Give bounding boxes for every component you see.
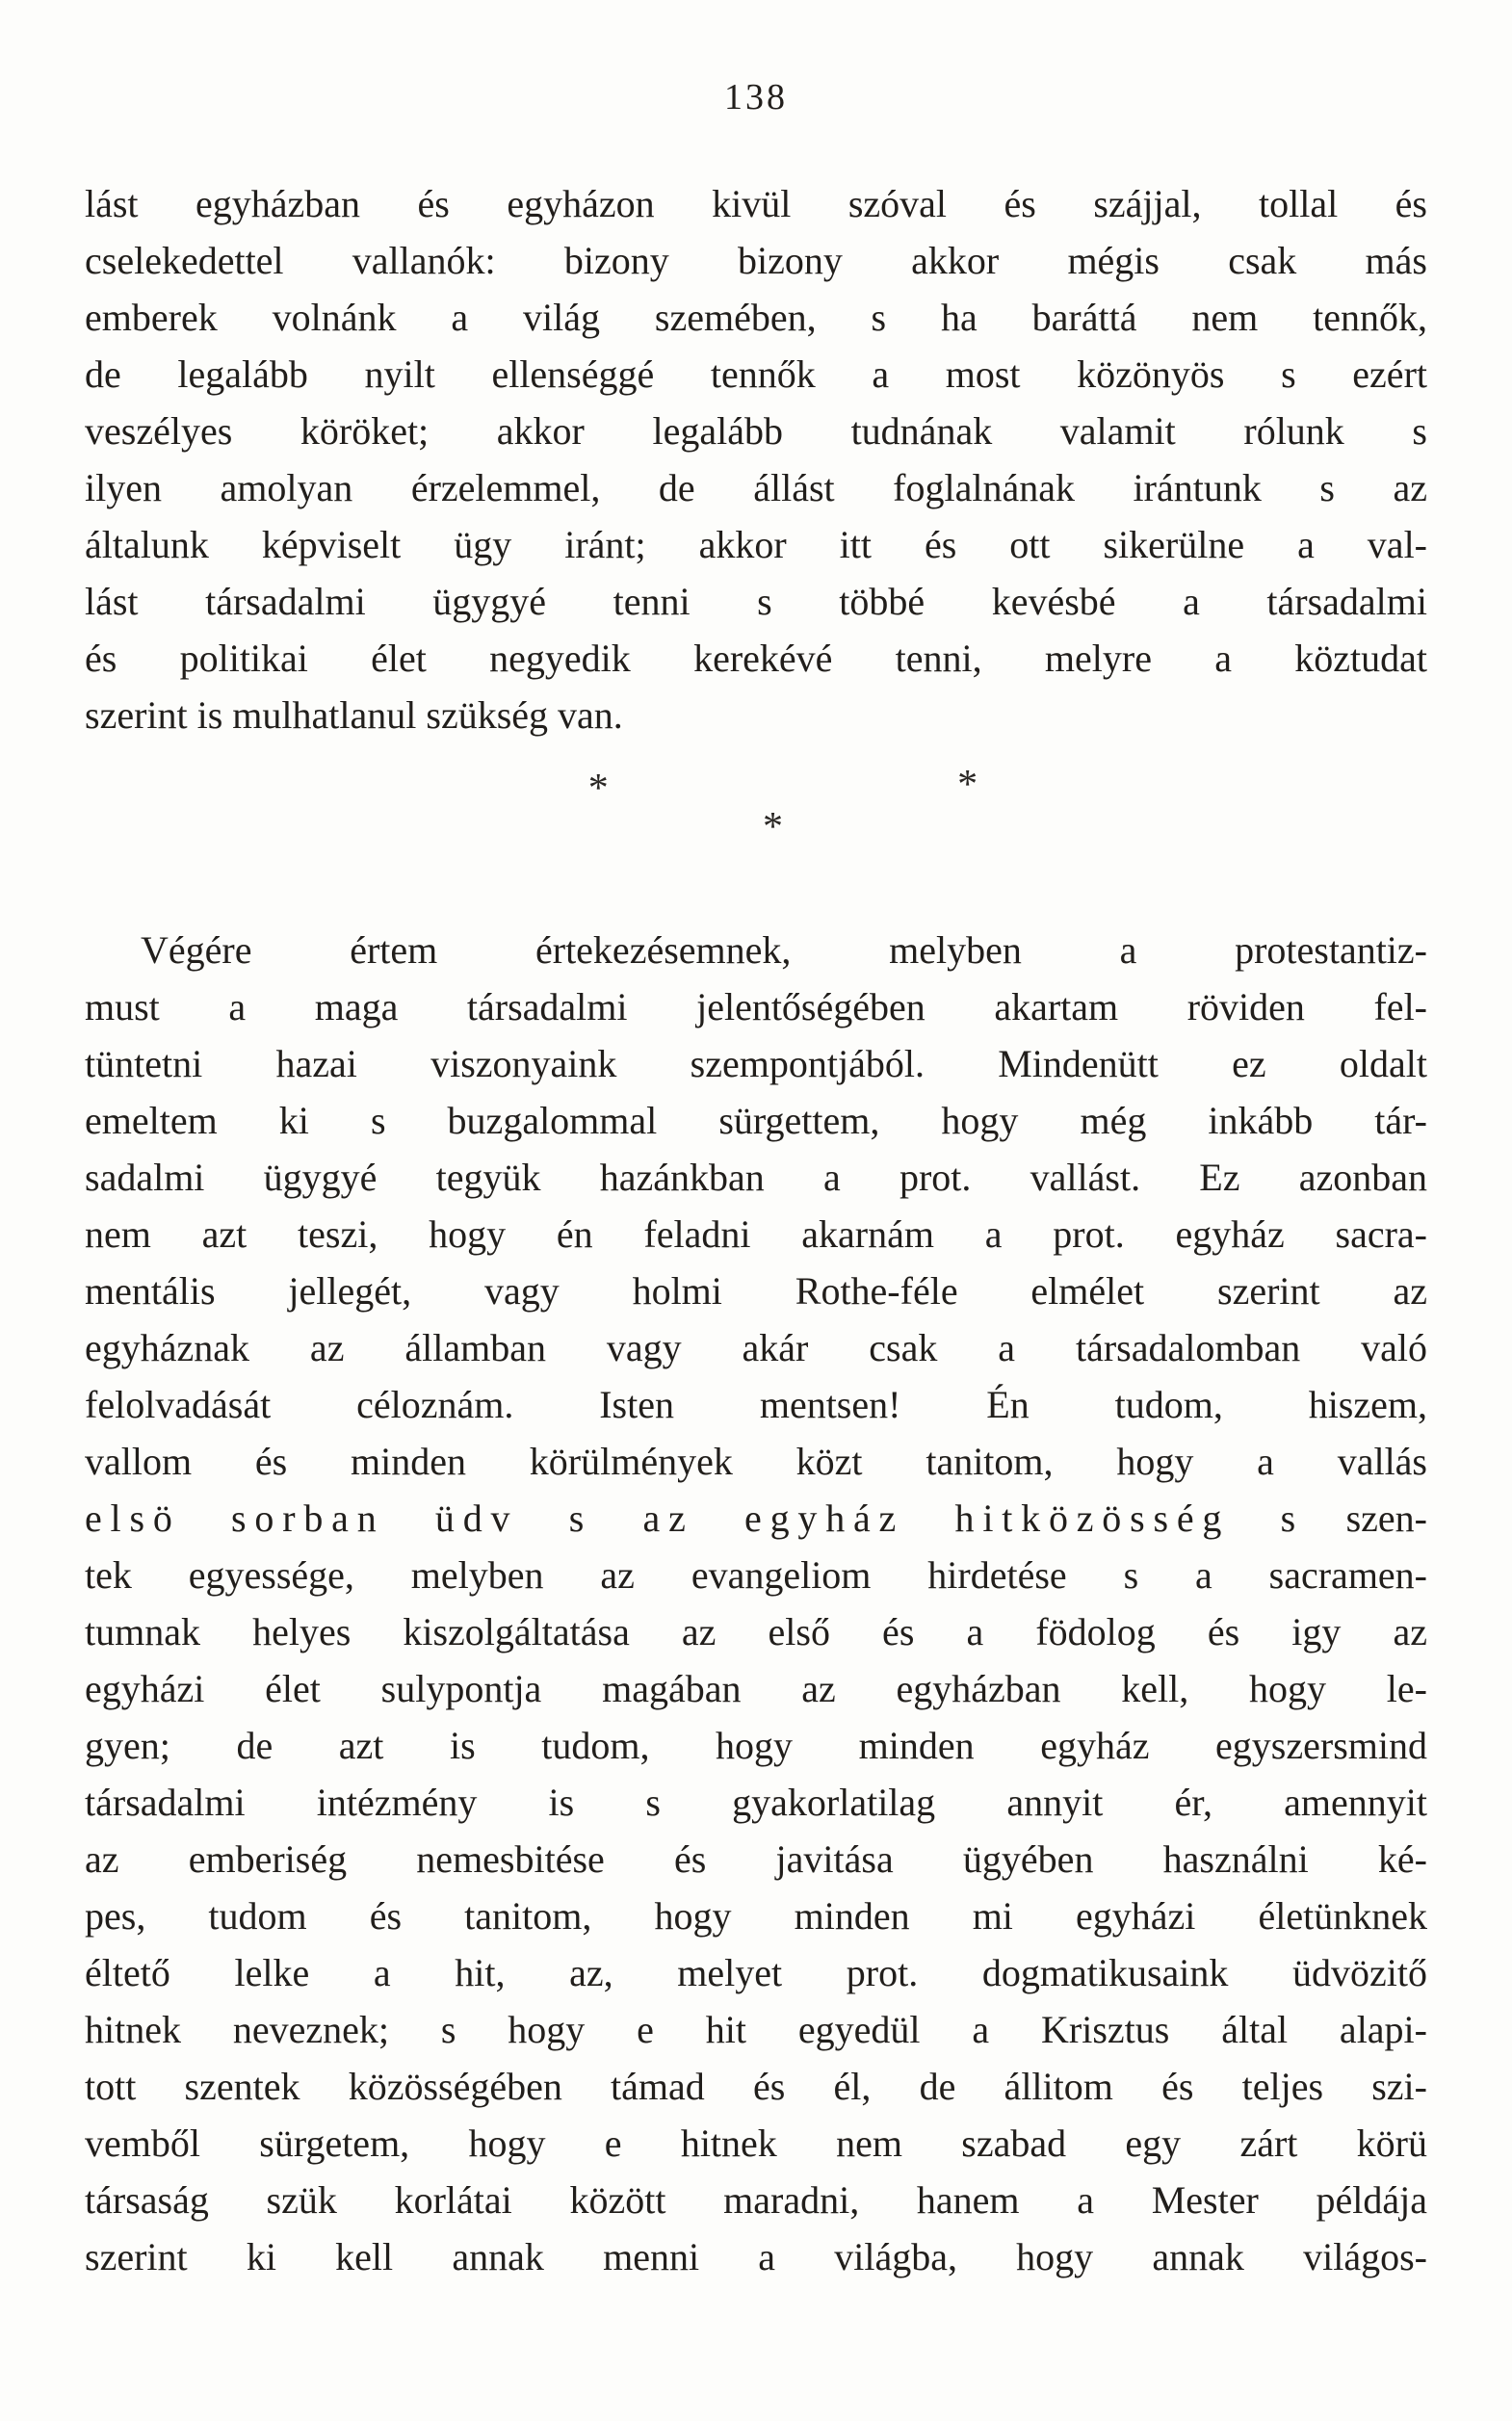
text-line: sadalmi ügygyé tegyük hazánkban a prot. vallást. Ez azonban xyxy=(85,1156,1427,1199)
page-number: 138 xyxy=(724,77,788,117)
text-segment: szen- xyxy=(1303,1497,1427,1540)
section-separator xyxy=(85,743,1427,922)
text-line: pes, tudom és tanitom, hogy minden mi egyházi életünknek xyxy=(85,1894,1427,1938)
text-line: hitnek neveznek; s hogy e hit egyedül a Krisztus által alapi- xyxy=(85,2008,1427,2051)
text-line: lást egyházban és egyházon kivül szóval és szájjal, tollal és xyxy=(85,182,1427,225)
text-line: lást társadalmi ügygyé tenni s többé kevésbé a társadalmi xyxy=(85,580,1427,623)
text-line: cselekedettel vallanók: bizony bizony akkor mégis csak más xyxy=(85,239,1427,282)
text-line: vallom és minden körülmények közt tanitom, hogy a vallás xyxy=(85,1440,1427,1483)
paragraph-1 xyxy=(85,175,1427,743)
text-line: nem azt teszi, hogy én feladni akarnám a prot. egyház sacra- xyxy=(85,1212,1427,1256)
emphasized-spaced-text: elsö sorban üdv s az egyház hitközösség s xyxy=(85,1497,1304,1540)
text-line: és politikai élet negyedik kerekévé tenni, melyre a köztudat xyxy=(85,637,1427,680)
asterisk-left: * xyxy=(587,767,609,811)
text-line: de legalább nyilt ellenséggé tennők a most közönyös s ezért xyxy=(85,352,1427,396)
text-line: tüntetni hazai viszonyaink szempontjából. Mindenütt ez oldalt xyxy=(85,1042,1427,1085)
text-line: emberek volnánk a világ szemében, s ha baráttá nem tennők, xyxy=(85,296,1427,339)
text-line: szerint is mulhatlanul szükség van. xyxy=(85,693,623,737)
paragraph-2 xyxy=(85,922,1427,2285)
text-line: társaság szük korlátai között maradni, hanem a Mester példája xyxy=(85,2178,1427,2222)
text-line: emeltem ki s buzgalommal sürgettem, hogy még inkább tár- xyxy=(85,1099,1427,1142)
text-line: egyháznak az államban vagy akár csak a társadalomban való xyxy=(85,1326,1427,1369)
text-line: tott szentek közösségében támad és él, de állitom és teljes szi- xyxy=(85,2065,1427,2108)
text-line: ilyen amolyan érzelemmel, de állást foglalnának irántunk s az xyxy=(85,466,1427,509)
text-line: tek egyessége, melyben az evangeliom hirdetése s a sacramen- xyxy=(85,1553,1427,1597)
text-line xyxy=(85,1490,1427,1547)
text-line: gyen; de azt is tudom, hogy minden egyház egyszersmind xyxy=(85,1724,1427,1767)
asterisk-right: * xyxy=(957,763,978,807)
text-line: társadalmi intézmény is s gyakorlatilag annyit ér, amennyit xyxy=(85,1781,1427,1824)
text-line: tumnak helyes kiszolgáltatása az első és a födolog és igy az xyxy=(85,1610,1427,1653)
text-line: szerint ki kell annak menni a világba, hogy annak világos- xyxy=(85,2235,1427,2278)
text-line: Végére értem értekezésemnek, melyben a protestantiz- xyxy=(141,928,1427,972)
text-line: mentális jellegét, vagy holmi Rothe-féle elmélet szerint az xyxy=(85,1269,1427,1313)
text-line: must a maga társadalmi jelentőségében akartam röviden fel- xyxy=(85,985,1427,1028)
text-line: veszélyes köröket; akkor legalább tudnának valamit rólunk s xyxy=(85,409,1427,453)
text-line: egyházi élet sulypontja magában az egyházban kell, hogy le- xyxy=(85,1667,1427,1710)
text-line: általunk képviselt ügy iránt; akkor itt és ott sikerülne a val- xyxy=(85,523,1427,566)
asterisk-center: * xyxy=(762,805,783,849)
text-line: az emberiség nemesbitése és javitása ügyében használni ké- xyxy=(85,1837,1427,1881)
text-line: vemből sürgetem, hogy e hitnek nem szabad egy zárt körü xyxy=(85,2122,1427,2165)
text-line: felolvadását céloznám. Isten mentsen! Én tudom, hiszem, xyxy=(85,1383,1427,1426)
text-line: éltető lelke a hit, az, melyet prot. dogmatikusaink üdvözitő xyxy=(85,1951,1427,1994)
